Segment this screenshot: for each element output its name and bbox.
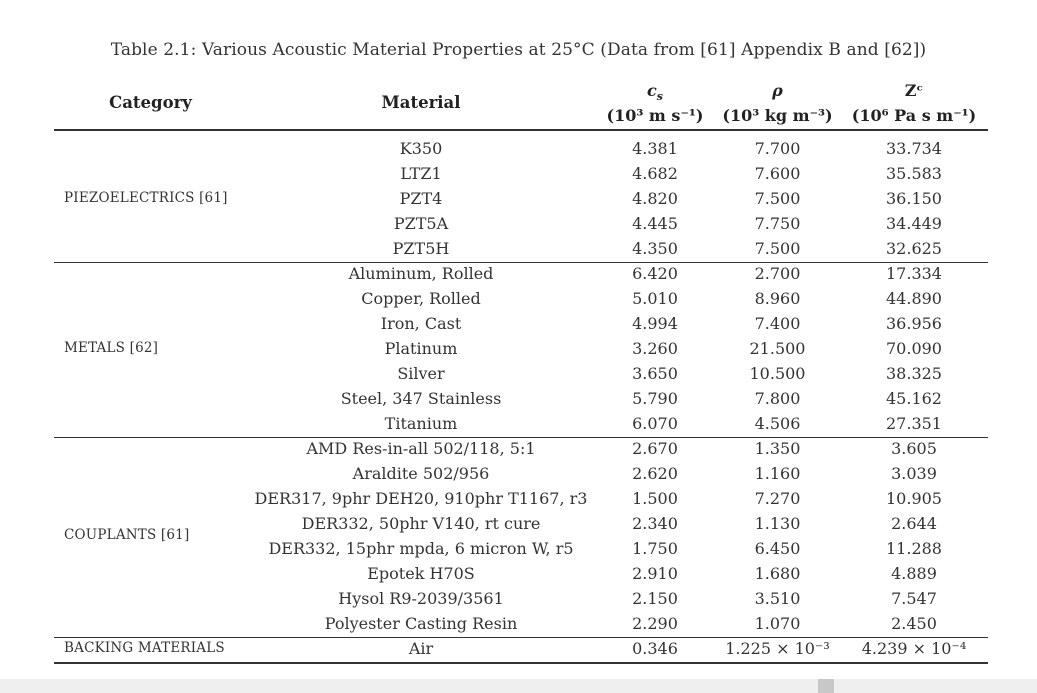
cell-z: 7.547 — [891, 589, 937, 608]
header-rule — [54, 129, 988, 131]
cell-material: Hysol R9-2039/3561 — [338, 589, 504, 608]
cell-rho: 1.225 × 10⁻³ — [725, 639, 830, 658]
cell-rho: 21.500 — [749, 339, 806, 358]
cell-material: K350 — [399, 139, 443, 158]
category-label: COUPLANTS [61] — [64, 527, 190, 543]
cell-rho: 2.700 — [754, 264, 801, 283]
cell-rho: 1.130 — [754, 514, 801, 533]
table-caption: Table 2.1: Various Acoustic Material Properties at 25°C (Data from [61] Appendix B and [62]) — [110, 40, 927, 60]
cell-rho: 3.510 — [754, 589, 801, 608]
cell-cs: 2.620 — [632, 464, 678, 483]
cell-z: 2.450 — [891, 614, 937, 633]
cell-rho: 8.960 — [754, 289, 801, 308]
cell-z: 38.325 — [886, 364, 942, 383]
cell-cs: 1.750 — [632, 539, 678, 558]
cell-cs: 4.350 — [632, 239, 678, 258]
cell-z: 32.625 — [886, 239, 942, 258]
cell-cs: 1.500 — [632, 489, 678, 508]
cell-z: 2.644 — [891, 514, 937, 533]
cell-material: LTZ1 — [400, 164, 442, 183]
cell-cs: 2.340 — [632, 514, 678, 533]
cell-cs: 4.381 — [632, 139, 678, 158]
header-cs-symbol: $c_s$ — [647, 81, 663, 104]
header-z-symbol: Zᶜ — [904, 81, 924, 100]
cell-material: Titanium — [384, 414, 458, 433]
cell-material: PZT5H — [392, 239, 450, 258]
cell-material: Polyester Casting Resin — [324, 614, 518, 633]
cell-z: 36.150 — [886, 189, 942, 208]
cell-material: DER332, 15phr mpda, 6 micron W, r5 — [268, 539, 574, 558]
cell-z: 3.605 — [891, 439, 937, 458]
cell-rho: 1.070 — [754, 614, 801, 633]
cell-rho: 1.350 — [754, 439, 801, 458]
category-label: BACKING MATERIALS — [64, 639, 225, 656]
cell-material: Copper, Rolled — [361, 289, 481, 308]
header-z-unit: (10⁶ Pa s m⁻¹) — [851, 106, 977, 125]
cell-rho: 1.680 — [754, 564, 801, 583]
cell-rho: 7.600 — [754, 164, 801, 183]
cell-rho: 7.270 — [754, 489, 801, 508]
cell-z: 4.239 × 10⁻⁴ — [861, 639, 967, 658]
cell-material: AMD Res-in-all 502/118, 5:1 — [306, 439, 536, 458]
cell-rho: 7.400 — [754, 314, 801, 333]
cell-rho: 7.800 — [754, 389, 801, 408]
cell-material: Aluminum, Rolled — [348, 264, 494, 283]
cell-material: DER317, 9phr DEH20, 910phr T1167, r3 — [254, 489, 588, 508]
header-cs-unit: (10³ m s⁻¹) — [606, 106, 704, 125]
cell-cs: 2.670 — [632, 439, 678, 458]
cell-cs: 2.910 — [632, 564, 678, 583]
horizontal-scrollbar[interactable] — [0, 679, 1037, 693]
cell-z: 35.583 — [886, 164, 942, 183]
cell-z: 3.039 — [891, 464, 937, 483]
cell-material: Iron, Cast — [380, 314, 462, 333]
cell-cs: 2.150 — [632, 589, 678, 608]
bottom-rule — [54, 662, 988, 664]
cell-cs: 0.346 — [632, 639, 678, 658]
cell-cs: 5.790 — [632, 389, 678, 408]
category-label: METALS [62] — [64, 339, 159, 356]
cell-rho: 7.500 — [754, 239, 801, 258]
cell-rho: 7.700 — [754, 139, 801, 158]
cell-cs: 2.290 — [632, 614, 678, 633]
cell-z: 44.890 — [886, 289, 942, 308]
cell-cs: 4.682 — [632, 164, 678, 183]
cell-rho: 7.500 — [754, 189, 801, 208]
cell-z: 70.090 — [886, 339, 942, 358]
cell-z: 36.956 — [886, 314, 942, 333]
cell-material: Araldite 502/956 — [352, 464, 490, 483]
cell-cs: 4.820 — [632, 189, 678, 208]
cell-z: 45.162 — [886, 389, 942, 408]
cell-z: 34.449 — [886, 214, 942, 233]
cell-z: 33.734 — [886, 139, 942, 158]
scrollbar-thumb[interactable] — [818, 679, 834, 693]
cell-rho: 7.750 — [754, 214, 801, 233]
cell-material: Steel, 347 Stainless — [340, 389, 502, 408]
cell-material: Epotek H70S — [367, 564, 475, 583]
cell-material: Silver — [397, 364, 445, 383]
cell-z: 10.905 — [886, 489, 942, 508]
cell-material: Platinum — [384, 339, 458, 358]
cell-cs: 6.420 — [632, 264, 678, 283]
cell-rho: 6.450 — [754, 539, 801, 558]
cell-rho: 1.160 — [754, 464, 801, 483]
cell-cs: 3.650 — [632, 364, 678, 383]
cell-z: 17.334 — [886, 264, 942, 283]
header-rho-symbol: ρ — [772, 81, 783, 100]
cell-cs: 4.445 — [632, 214, 678, 233]
category-label: PIEZOELECTRICS [61] — [64, 189, 228, 206]
cell-cs: 6.070 — [632, 414, 678, 433]
cell-rho: 10.500 — [749, 364, 806, 383]
cell-z: 4.889 — [891, 564, 937, 583]
header-material: Material — [381, 93, 461, 112]
cell-material: PZT5A — [393, 214, 449, 233]
cell-z: 27.351 — [886, 414, 942, 433]
cell-z: 11.288 — [886, 539, 942, 558]
cell-cs: 3.260 — [632, 339, 678, 358]
header-rho-unit: (10³ kg m⁻³) — [722, 106, 833, 125]
cell-material: DER332, 50phr V140, rt cure — [301, 514, 541, 533]
cell-cs: 4.994 — [632, 314, 678, 333]
cell-material: PZT4 — [399, 189, 443, 208]
cell-material: Air — [408, 639, 434, 658]
cell-rho: 4.506 — [754, 414, 801, 433]
header-category: Category — [109, 93, 192, 112]
cell-cs: 5.010 — [632, 289, 678, 308]
